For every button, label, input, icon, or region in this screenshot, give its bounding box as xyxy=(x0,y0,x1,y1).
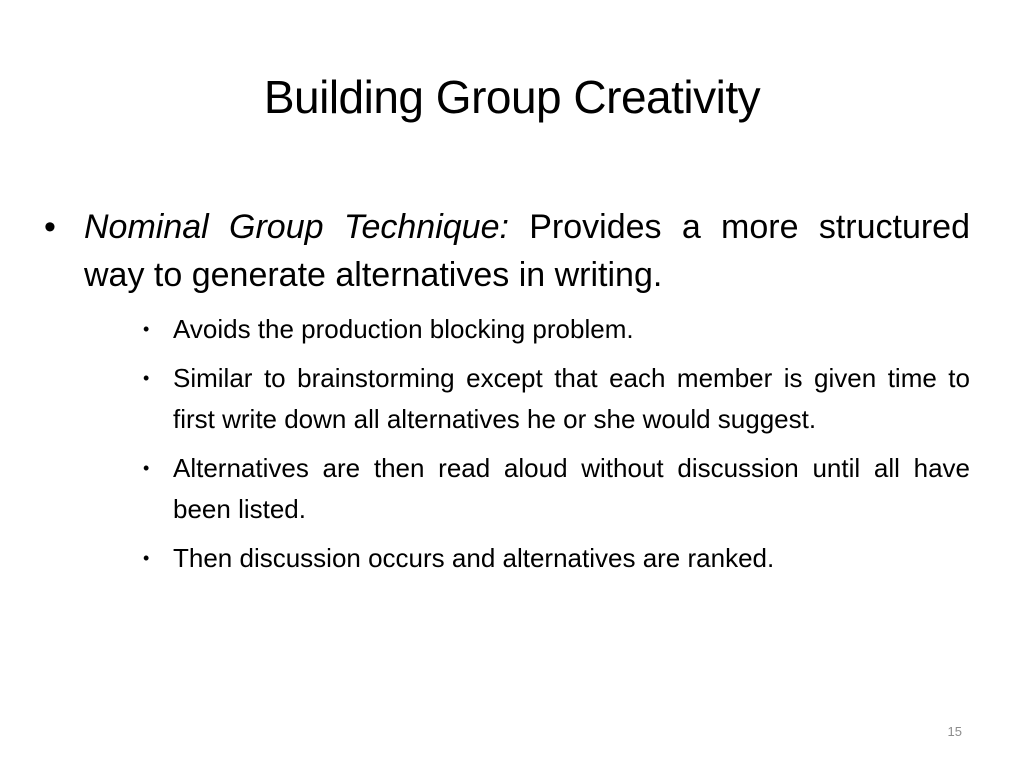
sub-bullet-text: Then discussion occurs and alternatives are ranked. xyxy=(173,543,775,573)
page-number: 15 xyxy=(947,724,962,739)
bullet-icon: • xyxy=(143,319,150,339)
bullet-icon: • xyxy=(44,208,56,246)
sub-bullet-text: Alternatives are then read aloud without discussion until all have been listed. xyxy=(173,453,970,524)
slide-title: Building Group Creativity xyxy=(263,71,761,123)
technique-term: Nominal Group Technique: xyxy=(84,208,509,246)
technique-description: Provides a more structured way to generate alternatives in writing. xyxy=(84,208,970,294)
sub-bullet-item xyxy=(44,448,970,530)
main-bullet-point xyxy=(44,203,970,299)
bullet-icon: • xyxy=(143,548,150,568)
sub-bullet-item xyxy=(44,358,970,440)
sub-bullet-list xyxy=(44,309,970,579)
sub-bullet-item xyxy=(44,538,970,579)
sub-bullet-text: Similar to brainstorming except that each member is given time to first write down all alternatives he or she would suggest. xyxy=(173,363,970,434)
bullet-icon: • xyxy=(143,368,150,388)
sub-bullet-item xyxy=(44,309,970,350)
bullet-icon: • xyxy=(143,458,150,478)
sub-bullet-text: Avoids the production blocking problem. xyxy=(173,314,634,344)
slide-body xyxy=(44,203,970,587)
